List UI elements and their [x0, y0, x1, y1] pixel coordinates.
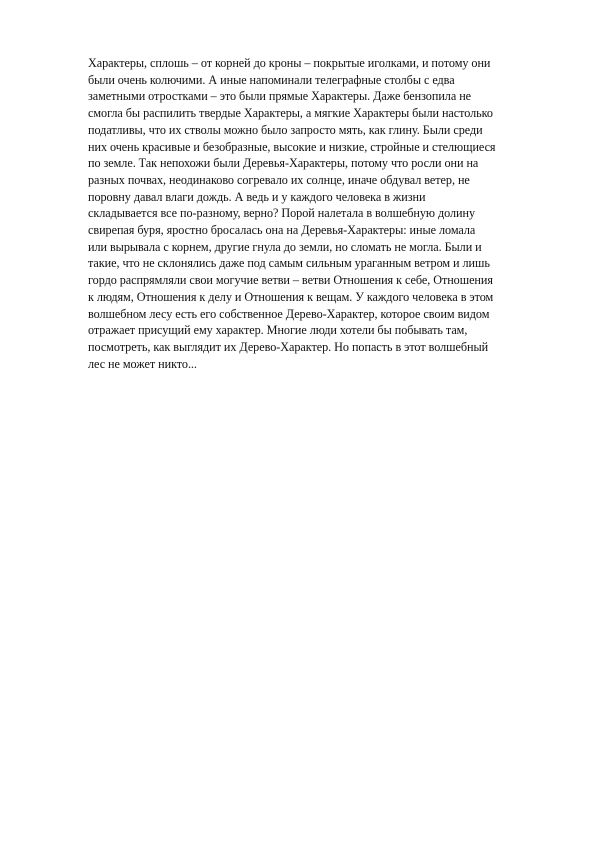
paragraph-line: были очень колючими. А иные напоминали телеграфные столбы с едва [88, 72, 455, 87]
paragraph-line: разных почвах, неодинаково согревало их солнце, иначе обдувал ветер, не [88, 172, 470, 187]
paragraph-line: такие, что не склонялись даже под самым сильным ураганным ветром и лишь [88, 256, 490, 271]
paragraph-line: или вырывала с корнем, другие гнула до земли, но сломать не могла. Были и [88, 239, 482, 254]
paragraph-line: податливы, что их стволы можно было запросто мять, как глину. Были среди [88, 122, 483, 137]
paragraph-line: лес не может никто... [88, 356, 197, 371]
paragraph-line: складывается все по-разному, верно? Порой налетала в волшебную долину [88, 206, 476, 221]
body-paragraph [88, 55, 518, 372]
paragraph-line: по земле. Так непохожи были Деревья-Характеры, потому что росли они на [88, 156, 479, 171]
paragraph-line: них очень красивые и безобразные, высокие и низкие, стройные и стелющиеся [88, 139, 496, 154]
paragraph-line: поровну давал влаги дождь. А ведь и у каждого человека в жизни [88, 189, 426, 204]
paragraph-line: к людям, Отношения к делу и Отношения к вещам. У каждого человека в этом [88, 289, 494, 304]
paragraph-line: отражает присущий ему характер. Многие люди хотели бы побывать там, [88, 323, 468, 338]
paragraph-line: волшебном лесу есть его собственное Дерево-Характер, которое своим видом [88, 306, 490, 321]
paragraph-line: гордо распрямляли свои могучие ветви – ветви Отношения к себе, Отношения [88, 273, 493, 288]
paragraph-line: Характеры, сплошь – от корней до кроны – покрытые иголками, и потому они [88, 56, 491, 70]
paragraph-line: посмотреть, как выглядит их Дерево-Характер. Но попасть в этот волшебный [88, 339, 489, 354]
paragraph-line: смогла бы распилить твердые Характеры, а мягкие Характеры были настолько [88, 106, 493, 121]
paragraph-line: свирепая буря, яростно бросалась она на Деревья-Характеры: иные ломала [88, 223, 476, 238]
paragraph-line: заметными отростками – это были прямые Характеры. Даже бензопила не [88, 89, 472, 104]
